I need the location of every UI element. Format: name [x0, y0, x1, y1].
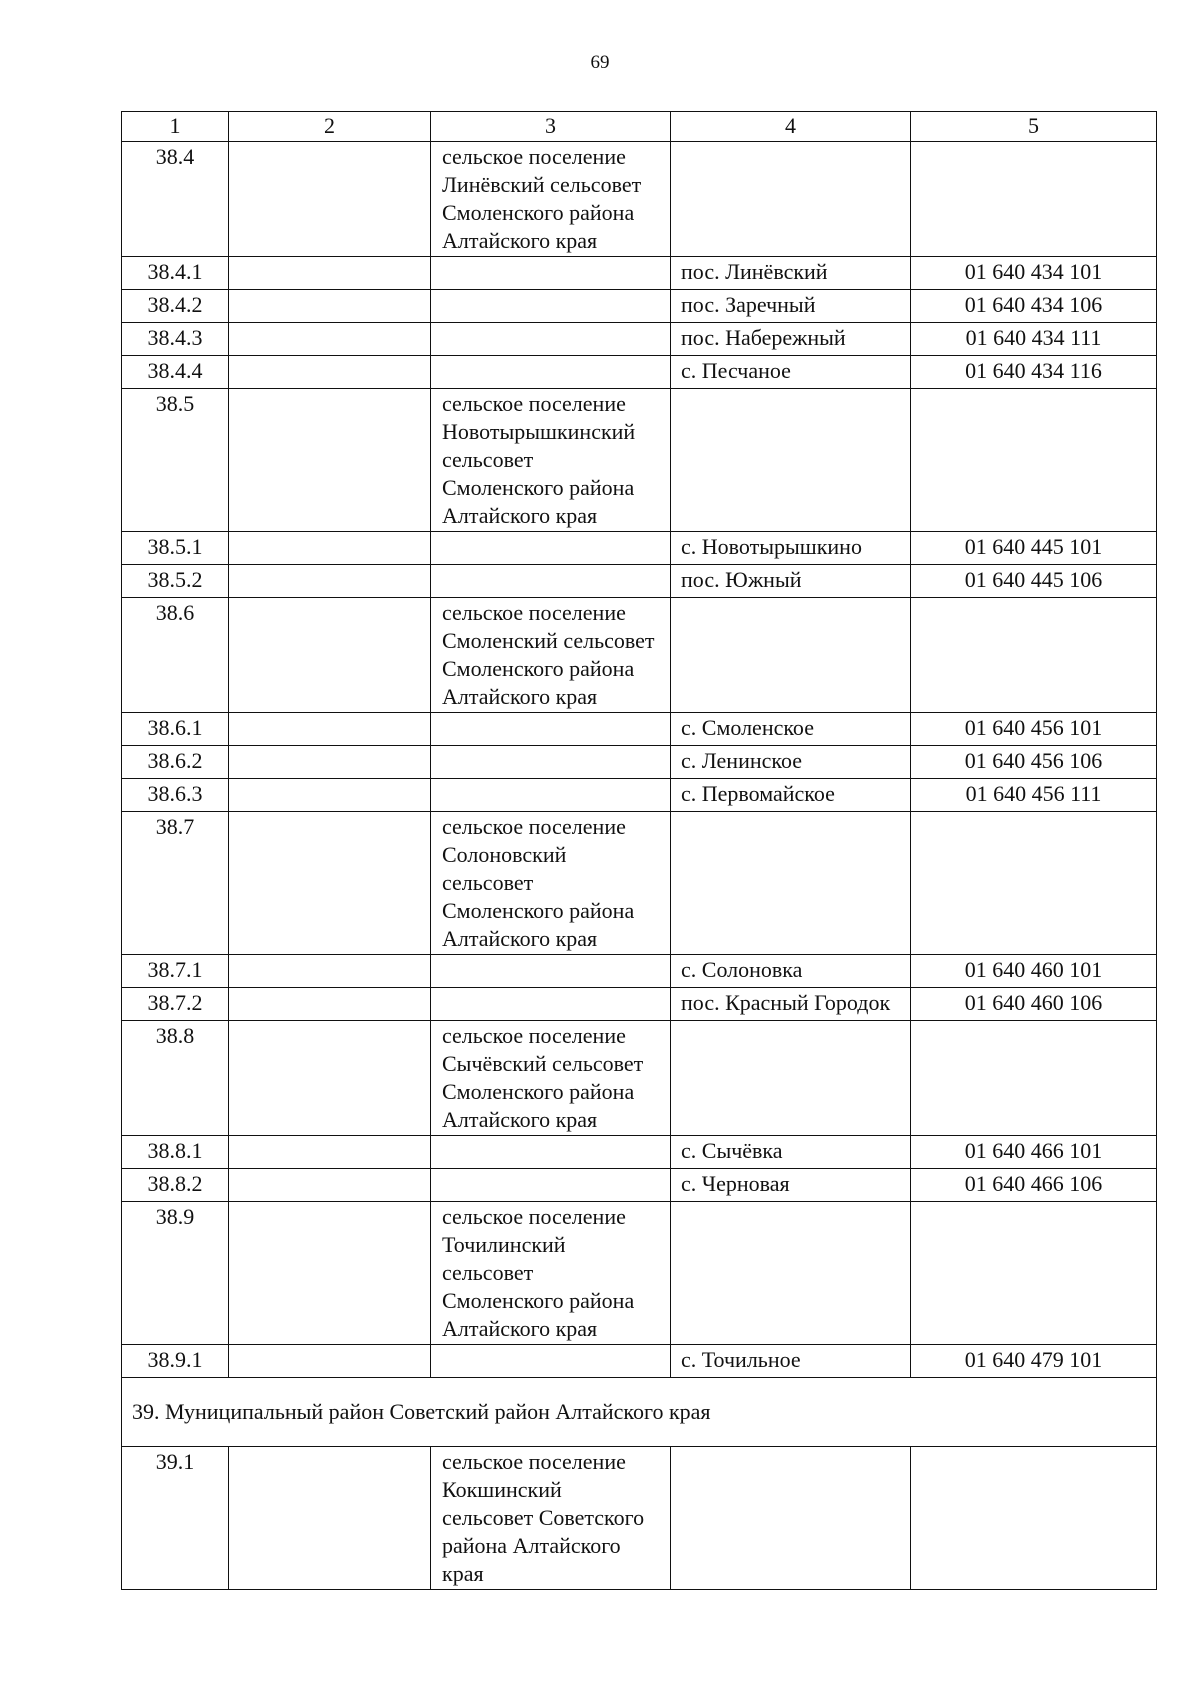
- oktmo-code: 01 640 456 101: [911, 713, 1157, 746]
- row-col-2: [229, 565, 431, 598]
- settlement-name-line: сельсовет: [442, 870, 534, 895]
- row-col-2: [229, 1021, 431, 1136]
- settlement-name-line: края: [442, 1561, 484, 1586]
- settlement-name: [431, 142, 671, 257]
- row-number: 38.8: [122, 1021, 229, 1136]
- settlement-name: [431, 290, 671, 323]
- locality-name: [671, 1447, 911, 1590]
- settlement-name-line: Кокшинский: [442, 1477, 562, 1502]
- settlement-name-line: Солоновский: [442, 842, 567, 867]
- oktmo-code: [911, 1447, 1157, 1590]
- locality-name: пос. Красный Городок: [671, 988, 911, 1021]
- settlement-name: [431, 812, 671, 955]
- row-col-2: [229, 142, 431, 257]
- row-col-2: [229, 1447, 431, 1590]
- settlement-name: [431, 565, 671, 598]
- locality-name: с. Черновая: [671, 1169, 911, 1202]
- row-col-2: [229, 812, 431, 955]
- settlement-name-line: сельское поселение: [442, 600, 626, 625]
- settlement-name: [431, 356, 671, 389]
- row-number: 38.9: [122, 1202, 229, 1345]
- locality-name: с. Новотырышкино: [671, 532, 911, 565]
- row-number: 38.4.2: [122, 290, 229, 323]
- row-col-2: [229, 955, 431, 988]
- settlement-name-line: Алтайского края: [442, 228, 598, 253]
- locality-row: [122, 532, 1157, 565]
- row-number: 38.4.3: [122, 323, 229, 356]
- row-col-2: [229, 988, 431, 1021]
- row-col-2: [229, 290, 431, 323]
- settlement-name-line: сельское поселение: [442, 1449, 626, 1474]
- settlement-name: [431, 598, 671, 713]
- section-row: [122, 1378, 1157, 1447]
- settlement-group-row: [122, 1202, 1157, 1345]
- row-number: 38.7.2: [122, 988, 229, 1021]
- settlement-name: [431, 713, 671, 746]
- row-col-2: [229, 1136, 431, 1169]
- settlement-name-line: Новотырышкинский: [442, 419, 636, 444]
- settlement-name: [431, 1202, 671, 1345]
- page-number: 69: [590, 52, 610, 73]
- table-body: [122, 112, 1157, 1590]
- locality-name: пос. Южный: [671, 565, 911, 598]
- oktmo-code: 01 640 434 106: [911, 290, 1157, 323]
- row-number: 38.5.1: [122, 532, 229, 565]
- settlement-group-row: [122, 1447, 1157, 1590]
- locality-row: [122, 746, 1157, 779]
- locality-row: [122, 257, 1157, 290]
- locality-row: [122, 1136, 1157, 1169]
- row-number: 38.4: [122, 142, 229, 257]
- settlement-name-line: Сычёвский сельсовет: [442, 1051, 644, 1076]
- locality-name: [671, 598, 911, 713]
- row-number: 38.9.1: [122, 1345, 229, 1378]
- oktmo-code: 01 640 460 106: [911, 988, 1157, 1021]
- row-col-2: [229, 746, 431, 779]
- row-number: 38.4.1: [122, 257, 229, 290]
- row-col-2: [229, 356, 431, 389]
- settlement-name-line: сельсовет Советского: [442, 1505, 645, 1530]
- locality-name: с. Ленинское: [671, 746, 911, 779]
- locality-name: с. Первомайское: [671, 779, 911, 812]
- settlement-group-row: [122, 142, 1157, 257]
- oktmo-code: 01 640 434 111: [911, 323, 1157, 356]
- header-col-5: 5: [911, 112, 1157, 142]
- locality-row: [122, 988, 1157, 1021]
- locality-row: [122, 779, 1157, 812]
- locality-name: [671, 1202, 911, 1345]
- locality-row: [122, 1169, 1157, 1202]
- row-number: 38.4.4: [122, 356, 229, 389]
- locality-name: пос. Линёвский: [671, 257, 911, 290]
- locality-row: [122, 955, 1157, 988]
- settlement-name-line: сельсовет: [442, 1260, 534, 1285]
- settlement-name: [431, 955, 671, 988]
- settlement-name-line: Смоленского района: [442, 200, 635, 225]
- settlement-name-line: Смоленского района: [442, 475, 635, 500]
- settlement-name-line: Смоленского района: [442, 1288, 635, 1313]
- locality-name: с. Смоленское: [671, 713, 911, 746]
- section-heading: 39. Муниципальный район Советский район Алтайского края: [122, 1378, 1157, 1447]
- row-number: 38.6: [122, 598, 229, 713]
- header-col-1: 1: [122, 112, 229, 142]
- settlement-name-line: сельское поселение: [442, 1204, 626, 1229]
- header-col-3: 3: [431, 112, 671, 142]
- locality-name: [671, 812, 911, 955]
- row-col-2: [229, 1202, 431, 1345]
- settlement-group-row: [122, 389, 1157, 532]
- locality-name: с. Солоновка: [671, 955, 911, 988]
- row-col-2: [229, 713, 431, 746]
- oktmo-code: 01 640 456 111: [911, 779, 1157, 812]
- row-number: 38.5.2: [122, 565, 229, 598]
- settlement-name: [431, 323, 671, 356]
- row-number: 39.1: [122, 1447, 229, 1590]
- locality-row: [122, 713, 1157, 746]
- settlement-name-line: сельское поселение: [442, 391, 626, 416]
- oktmo-code: 01 640 466 106: [911, 1169, 1157, 1202]
- locality-name: [671, 1021, 911, 1136]
- row-number: 38.7: [122, 812, 229, 955]
- settlement-name-line: Алтайского края: [442, 684, 598, 709]
- oktmo-code: [911, 142, 1157, 257]
- row-number: 38.6.1: [122, 713, 229, 746]
- settlements-table: [121, 111, 1157, 1590]
- row-col-2: [229, 598, 431, 713]
- row-number: 38.6.2: [122, 746, 229, 779]
- settlement-group-row: [122, 598, 1157, 713]
- locality-name: с. Песчаное: [671, 356, 911, 389]
- settlement-group-row: [122, 812, 1157, 955]
- oktmo-code: 01 640 434 116: [911, 356, 1157, 389]
- oktmo-code: 01 640 466 101: [911, 1136, 1157, 1169]
- oktmo-code: [911, 1021, 1157, 1136]
- settlement-name-line: Смоленского района: [442, 1079, 635, 1104]
- settlement-name: [431, 988, 671, 1021]
- locality-row: [122, 565, 1157, 598]
- row-col-2: [229, 389, 431, 532]
- locality-row: [122, 323, 1157, 356]
- settlement-name: [431, 1345, 671, 1378]
- settlement-name-line: Смоленский сельсовет: [442, 628, 655, 653]
- row-number: 38.5: [122, 389, 229, 532]
- settlement-name-line: Алтайского края: [442, 1316, 598, 1341]
- row-col-2: [229, 1169, 431, 1202]
- settlement-name: [431, 532, 671, 565]
- settlement-name-line: Алтайского края: [442, 503, 598, 528]
- locality-row: [122, 356, 1157, 389]
- settlement-name: [431, 389, 671, 532]
- settlement-name-line: сельсовет: [442, 447, 534, 472]
- locality-name: пос. Набережный: [671, 323, 911, 356]
- oktmo-code: 01 640 479 101: [911, 1345, 1157, 1378]
- row-number: 38.7.1: [122, 955, 229, 988]
- locality-name: с. Точильное: [671, 1345, 911, 1378]
- settlement-name-line: района Алтайского: [442, 1533, 621, 1558]
- row-col-2: [229, 779, 431, 812]
- settlement-name-line: Смоленского района: [442, 656, 635, 681]
- header-col-4: 4: [671, 112, 911, 142]
- locality-row: [122, 1345, 1157, 1378]
- settlement-name-line: Точилинский: [442, 1232, 566, 1257]
- settlement-name: [431, 1021, 671, 1136]
- settlement-name-line: Смоленского района: [442, 898, 635, 923]
- settlement-name: [431, 1447, 671, 1590]
- settlement-group-row: [122, 1021, 1157, 1136]
- oktmo-code: [911, 389, 1157, 532]
- settlement-name-line: Алтайского края: [442, 926, 598, 951]
- settlement-name-line: Линёвский сельсовет: [442, 172, 642, 197]
- locality-row: [122, 290, 1157, 323]
- settlement-name: [431, 1136, 671, 1169]
- locality-name: пос. Заречный: [671, 290, 911, 323]
- locality-name: [671, 142, 911, 257]
- settlement-name-line: сельское поселение: [442, 144, 626, 169]
- table-header-row: [122, 112, 1157, 142]
- oktmo-code: 01 640 434 101: [911, 257, 1157, 290]
- settlement-name: [431, 1169, 671, 1202]
- row-number: 38.8.2: [122, 1169, 229, 1202]
- settlement-name: [431, 746, 671, 779]
- row-number: 38.8.1: [122, 1136, 229, 1169]
- locality-name: с. Сычёвка: [671, 1136, 911, 1169]
- oktmo-code: [911, 598, 1157, 713]
- row-col-2: [229, 323, 431, 356]
- row-col-2: [229, 257, 431, 290]
- row-col-2: [229, 532, 431, 565]
- settlement-name: [431, 257, 671, 290]
- oktmo-code: [911, 1202, 1157, 1345]
- locality-name: [671, 389, 911, 532]
- row-number: 38.6.3: [122, 779, 229, 812]
- settlement-name-line: Алтайского края: [442, 1107, 598, 1132]
- oktmo-code: [911, 812, 1157, 955]
- settlement-name: [431, 779, 671, 812]
- oktmo-code: 01 640 445 101: [911, 532, 1157, 565]
- settlement-name-line: сельское поселение: [442, 1023, 626, 1048]
- oktmo-code: 01 640 460 101: [911, 955, 1157, 988]
- settlement-name-line: сельское поселение: [442, 814, 626, 839]
- header-col-2: 2: [229, 112, 431, 142]
- oktmo-code: 01 640 445 106: [911, 565, 1157, 598]
- row-col-2: [229, 1345, 431, 1378]
- oktmo-code: 01 640 456 106: [911, 746, 1157, 779]
